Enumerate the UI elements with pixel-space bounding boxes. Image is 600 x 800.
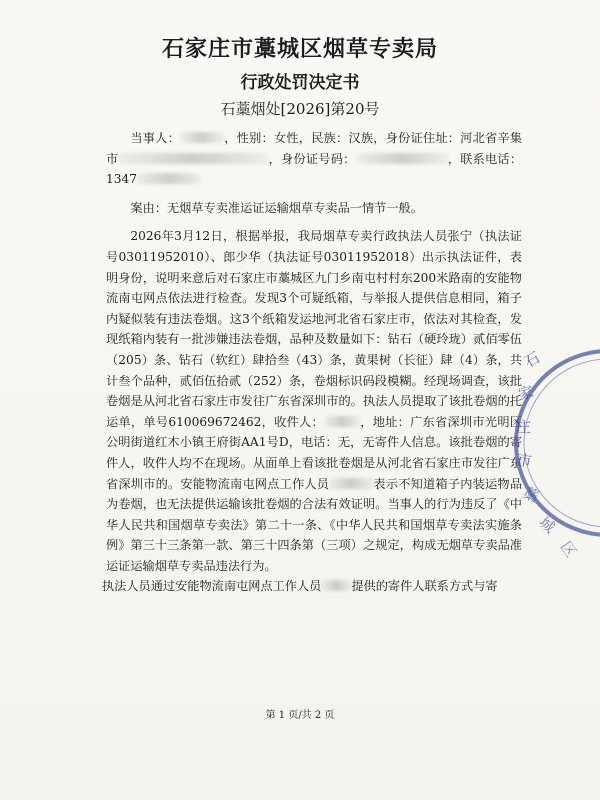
party-line2-start: 市 [106, 151, 119, 166]
svg-text:家: 家 [516, 382, 536, 404]
svg-text:区: 区 [556, 537, 581, 558]
svg-text:石: 石 [521, 348, 544, 372]
redacted-recipient [324, 416, 360, 427]
document-body [102, 128, 523, 597]
case-cause: 案由：无烟草专卖准运证运输烟草专卖品一情节一般。 [130, 200, 423, 215]
redacted-address [118, 153, 268, 164]
facts-paragraph [106, 226, 522, 576]
svg-text:城: 城 [535, 513, 559, 537]
party-line2: ，身份证号码： [268, 151, 356, 166]
facts-text-2: ，地址：广东省深圳市光明区公明街道红木小镇王府街AA1号D，电话：无，无寄件人信息。该批卷烟的寄件人，收件人均不在现场。从面单上看该批卷烟是从河北省石家庄市发往广东省深圳市的。安能物流南屯网点工作人员 [106, 414, 522, 491]
redacted-phone [137, 173, 201, 184]
document-title: 石家庄市藁城区烟草专卖局 [161, 36, 438, 62]
document-subtitle: 行政处罚决定书 [240, 73, 360, 93]
facts-text-5: 提供的寄件人联系方式与寄 [351, 579, 498, 594]
facts-text-4: 执法人员通过安能物流南屯网点工作人员 [102, 579, 322, 594]
facts-text-1: 2026年3月12日，根据举报，我局烟草专卖行政执法人员张宁（执法证号03011952010）、郎少华（执法证号03011952018）出示执法证件，表明身份，说明来意后对石家庄市藁城区九门乡南屯村村东200米路南的安能物流南屯网点依法进行检查。发现3个可疑纸箱，与举报人提供信息相同，箱子内疑似装有违法卷烟。这3个纸箱发运地河北省石家庄市，依法对其检查，发现纸箱内装有一批涉嫌违法卷烟，品种及数量如下：钻石（硬玲珑）贰佰零伍（205）条、钻石（软红）肆拾叁（43）条，黄果树（长征）肆（4）条，共计叁个品种，贰佰伍拾贰（252）条，卷烟标识码段模糊。经现场调查，该批卷烟是从河北省石家庄市发往广东省深圳市的。执法人员提取了该批卷烟的托运单，单号610069672462，收件人： [106, 229, 522, 429]
facts-paragraph-2 [102, 576, 522, 597]
document-number: 石藁烟处[2026]第20号 [220, 100, 380, 118]
party-line2-end: ，联 [447, 151, 473, 166]
facts-text-3: 表示不知道箱子内装运物品为卷烟，也无法提供运输该批卷烟的合法有效证明。当事人的行为违反了《中华人民共和国烟草专卖法》第二十一条、《中华人民共和国烟草专卖法实施条例》第三十三条第一款、第三十四条第（三项）之规定，构成无烟草专卖品准运证运输烟草专卖品违法行为。 [106, 476, 523, 573]
svg-text:庄: 庄 [516, 418, 532, 436]
redacted-id-number [356, 153, 448, 164]
party-phone: 系电话：1347 [106, 151, 523, 187]
redacted-worker-2 [321, 580, 351, 591]
svg-text:市: 市 [515, 450, 534, 471]
redacted-worker [329, 478, 373, 489]
page-number: 第 1 页/共 2 页 [265, 710, 335, 721]
party-info [106, 128, 522, 190]
svg-text:藁: 藁 [520, 483, 542, 506]
party-label: 当事人： [130, 131, 181, 145]
party-line1: ，性别：女性，民族：汉族，身份证住址：河北省辛集 [224, 131, 523, 145]
redacted-name [180, 132, 224, 143]
